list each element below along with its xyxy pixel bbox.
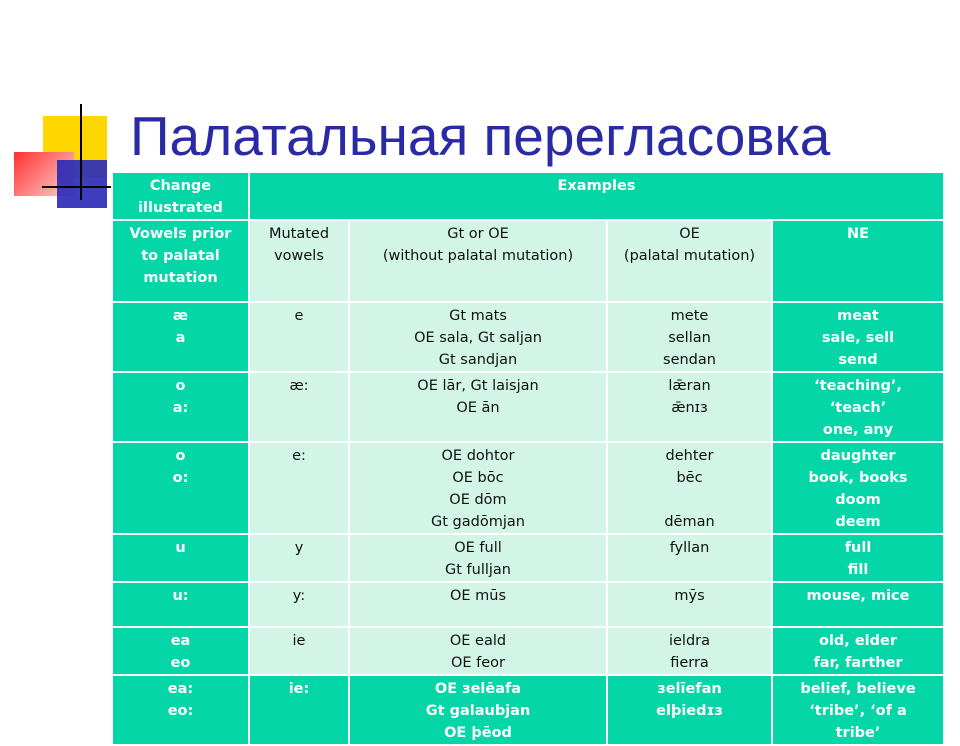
cell-line: OE feor — [450, 655, 506, 671]
cell-line: OE full — [454, 540, 502, 556]
cell-line: (palatal mutation) — [623, 248, 756, 264]
cell-line: o — [175, 448, 186, 464]
cell-line: Gt or OE — [447, 226, 509, 242]
cell-line: mouse, mice — [806, 588, 910, 604]
ne-cell — [772, 372, 944, 442]
cell-line: deem — [835, 514, 881, 530]
mutated-vowel-cell — [249, 582, 349, 627]
subheader-gt-oe — [349, 220, 607, 302]
cell-line: NE — [846, 226, 870, 242]
oe-mutated-cell — [607, 627, 772, 675]
gt-oe-cell — [349, 442, 607, 534]
cell-line: Vowels prior — [129, 226, 232, 242]
cell-line: meat — [837, 308, 879, 324]
cell-line: ie — [292, 633, 306, 649]
cell-line: ieldra — [668, 633, 711, 649]
cell-line: mutation — [143, 270, 218, 286]
cell-line: OE lār, Gt laisjan — [417, 378, 539, 394]
cell-line: o — [175, 378, 186, 394]
cell-line: ie: — [288, 681, 310, 697]
cell-line: send — [838, 352, 878, 368]
cell-line: ea: — [167, 681, 194, 697]
cell-line: ‘teaching’, — [814, 378, 902, 394]
cell-line: far, farther — [813, 655, 903, 671]
mutated-vowel-cell — [249, 534, 349, 582]
mutated-vowel-cell — [249, 302, 349, 372]
subheader-vowels-prior — [112, 220, 249, 302]
prior-vowel-cell — [112, 534, 249, 582]
cell-line: e — [294, 308, 304, 324]
cell-line: to palatal — [141, 248, 220, 264]
cell-line: a: — [172, 400, 189, 416]
cell-line: Mutated — [268, 226, 330, 242]
cell-line: Gt fulljan — [445, 562, 511, 578]
cell-line: tribe’ — [835, 725, 881, 741]
cell-line: o: — [172, 470, 189, 486]
cell-line: ǣnɪз — [671, 400, 708, 416]
gt-oe-cell — [349, 372, 607, 442]
gt-oe-cell — [349, 582, 607, 627]
cell-line: OE зelēafa — [434, 681, 522, 697]
cell-line: y — [294, 540, 304, 556]
cell-line: OE þēod — [444, 725, 512, 741]
prior-vowel-cell — [112, 302, 249, 372]
cell-line: Gt gadōmjan — [431, 514, 525, 530]
gt-oe-cell — [349, 627, 607, 675]
cell-line: sendan — [663, 352, 716, 368]
cell-line: fill — [847, 562, 869, 578]
cell-line: vowels — [274, 248, 324, 264]
prior-vowel-cell — [112, 442, 249, 534]
ne-cell — [772, 302, 944, 372]
cell-line: ea — [170, 633, 191, 649]
cell-line: Gt mats — [449, 308, 507, 324]
table-row — [112, 534, 944, 582]
cell-line: belief, believe — [800, 681, 916, 697]
cell-line: bēc — [676, 470, 703, 486]
cell-line: old, elder — [818, 633, 898, 649]
oe-mutated-cell — [607, 534, 772, 582]
cell-line: OE — [679, 226, 700, 242]
cell-line: OE eald — [449, 633, 507, 649]
table-row — [112, 675, 944, 745]
ne-cell — [772, 627, 944, 675]
page-title: Палатальная перегласовка — [130, 105, 831, 167]
gt-oe-cell — [349, 302, 607, 372]
cell-line: fierra — [670, 655, 709, 671]
logo-horizontal-line — [42, 186, 118, 188]
cell-line: mȳs — [674, 588, 705, 604]
cell-line: OE bōc — [452, 470, 504, 486]
header-examples: Examples — [249, 172, 944, 220]
mutation-table — [111, 171, 945, 746]
oe-mutated-cell — [607, 442, 772, 534]
prior-vowel-cell — [112, 675, 249, 745]
gt-oe-cell — [349, 675, 607, 745]
cell-line: book, books — [808, 470, 908, 486]
cell-line: OE dohtor — [441, 448, 515, 464]
cell-line: one, any — [822, 422, 894, 438]
oe-mutated-cell — [607, 582, 772, 627]
header-change-illustrated: Change illustrated — [112, 172, 249, 220]
cell-line: ‘tribe’, ‘of a — [809, 703, 907, 719]
cell-line: æ: — [289, 378, 309, 394]
cell-line: fyllan — [669, 540, 710, 556]
cell-line: sellan — [668, 330, 711, 346]
gt-oe-cell — [349, 534, 607, 582]
ne-cell — [772, 442, 944, 534]
cell-line: OE ān — [456, 400, 500, 416]
cell-line: ‘teach’ — [829, 400, 887, 416]
prior-vowel-cell — [112, 627, 249, 675]
subheader-oe — [607, 220, 772, 302]
cell-line: full — [844, 540, 872, 556]
cell-line: u — [175, 540, 186, 556]
cell-line: OE sala, Gt saljan — [414, 330, 542, 346]
table-row — [112, 442, 944, 534]
table-subheader-row — [112, 220, 944, 302]
cell-line: OE mūs — [449, 588, 507, 604]
mutated-vowel-cell — [249, 442, 349, 534]
ne-cell — [772, 675, 944, 745]
oe-mutated-cell — [607, 675, 772, 745]
cell-line: u: — [172, 588, 189, 604]
cell-line: lǣran — [668, 378, 711, 394]
oe-mutated-cell — [607, 372, 772, 442]
cell-line: daughter — [820, 448, 896, 464]
mutated-vowel-cell — [249, 627, 349, 675]
oe-mutated-cell — [607, 302, 772, 372]
cell-line: a — [175, 330, 186, 346]
cell-line: eo — [170, 655, 191, 671]
cell-line: æ — [172, 308, 189, 324]
cell-line: OE dōm — [449, 492, 507, 508]
prior-vowel-cell — [112, 372, 249, 442]
cell-line: (without palatal mutation) — [382, 248, 574, 264]
subheader-ne — [772, 220, 944, 302]
cell-line: mete — [670, 308, 709, 324]
table-row — [112, 627, 944, 675]
ne-cell — [772, 534, 944, 582]
cell-line: eo: — [167, 703, 194, 719]
cell-line: Gt galaubjan — [425, 703, 531, 719]
cell-line — [611, 489, 768, 511]
table-row — [112, 372, 944, 442]
mutated-vowel-cell — [249, 675, 349, 745]
prior-vowel-cell — [112, 582, 249, 627]
cell-line: e: — [292, 448, 306, 464]
cell-line: Gt sandjan — [438, 352, 518, 368]
cell-line: doom — [835, 492, 881, 508]
logo-blue-square — [57, 160, 107, 208]
cell-line: зelīefan — [657, 681, 722, 697]
subheader-mutated-vowels — [249, 220, 349, 302]
table-row — [112, 302, 944, 372]
cell-line: dēman — [664, 514, 715, 530]
cell-line: elþiedɪз — [656, 703, 723, 719]
cell-line: sale, sell — [821, 330, 895, 346]
cell-line: dehter — [665, 448, 714, 464]
table-row — [112, 582, 944, 627]
mutated-vowel-cell — [249, 372, 349, 442]
table-header-row — [112, 172, 944, 220]
cell-line: y: — [292, 588, 306, 604]
ne-cell — [772, 582, 944, 627]
